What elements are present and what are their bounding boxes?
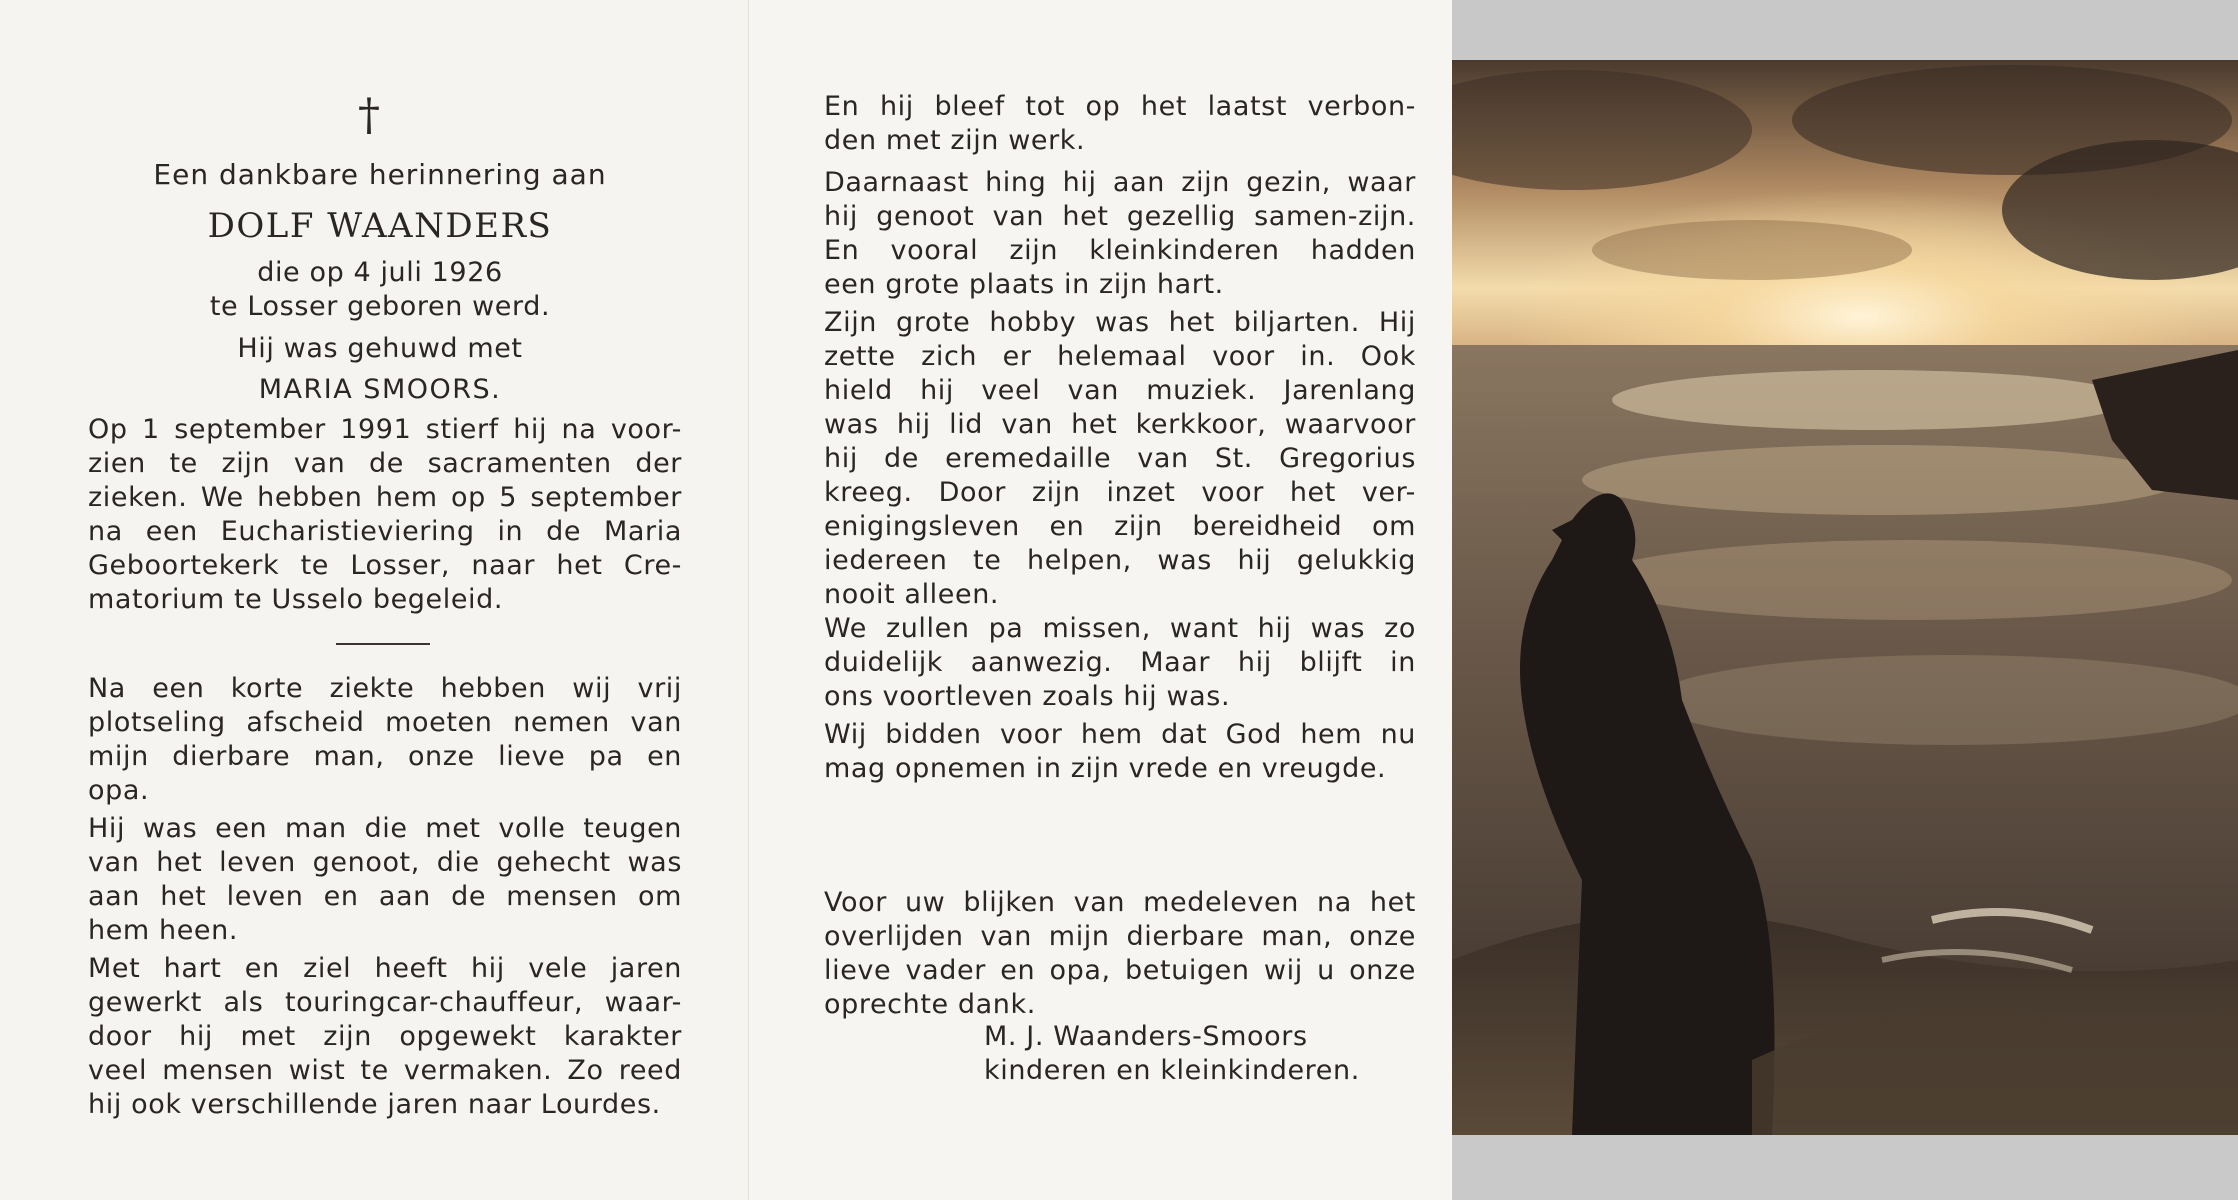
text-line: zieken. We hebben hem op 5 september: [88, 482, 682, 513]
text-line: En vooral zijn kleinkinderen hadden: [824, 235, 1416, 266]
text-line: hij ook verschillende jaren naar Lourdes.: [88, 1089, 661, 1120]
text-line: Na een korte ziekte hebben wij vrij: [88, 673, 682, 704]
text-line: Daarnaast hing hij aan zijn gezin, waar: [824, 167, 1416, 198]
text-line: opa.: [88, 775, 150, 806]
text-line: We zullen pa missen, want hij was zo: [824, 613, 1416, 644]
birth-date: die op 4 juli 1926: [257, 257, 503, 288]
text-line: lieve vader en opa, betuigen wij u onze: [824, 955, 1416, 986]
text-line: zien te zijn van de sacramenten der: [88, 448, 682, 479]
sunset-sea-photo: [1452, 60, 2238, 1135]
paragraph-family: [824, 166, 1416, 302]
text-line: hij de eremedaille van St. Gregorius: [824, 443, 1416, 474]
text-line: Zijn grote hobby was het biljarten. Hij: [824, 307, 1416, 338]
sunset-illustration: [1452, 60, 2238, 1135]
text-line: kreeg. Door zijn inzet voor het ver-: [824, 477, 1416, 508]
text-line: zette zich er helemaal voor in. Ook: [824, 341, 1416, 372]
text-line: mag opnemen in zijn vrede en vreugde.: [824, 753, 1387, 784]
paragraph-prayer: [824, 718, 1416, 786]
text-line: duidelijk aanwezig. Maar hij blijft in: [824, 647, 1416, 678]
text-line: hem heen.: [88, 915, 239, 946]
photo-frame-bottom: [1452, 1134, 2238, 1200]
text-line: mijn dierbare man, onze lieve pa en: [88, 741, 682, 772]
text-line: oprechte dank.: [824, 989, 1036, 1020]
paragraph-missing: [824, 612, 1416, 714]
text-line: overlijden van mijn dierbare man, onze: [824, 921, 1416, 952]
married-text: Hij was gehuwd met: [237, 333, 523, 364]
death-paragraph: [88, 413, 682, 617]
text-line: gewerkt als touringcar-chauffeur, waar-: [88, 987, 682, 1018]
paragraph-illness: [88, 672, 682, 808]
paragraph-thanks: [824, 886, 1416, 1022]
text-line: hield hij veel van muziek. Jarenlang: [824, 375, 1416, 406]
text-line: nooit alleen.: [824, 579, 1000, 610]
paragraph-hobby: [824, 306, 1416, 612]
text-line: een grote plaats in zijn hart.: [824, 269, 1224, 300]
paragraph-work-bond: [824, 90, 1416, 158]
photo-frame-top: [1452, 0, 2238, 62]
text-line: Hij was een man die met volle teugen: [88, 813, 682, 844]
text-line: van het leven genoot, die gehecht was: [88, 847, 682, 878]
signature-family: kinderen en kleinkinderen.: [984, 1055, 1360, 1086]
text-line: Geboortekerk te Losser, naar het Cre-: [88, 550, 682, 581]
text-line: hij genoot van het gezellig samen-zijn.: [824, 201, 1416, 232]
text-line: aan het leven en aan de mensen om: [88, 881, 682, 912]
divider: [336, 643, 430, 645]
intro-text: Een dankbare herinnering aan: [153, 158, 607, 191]
text-line: na een Eucharistieviering in de Maria: [88, 516, 682, 547]
text-line: door hij met zijn opgewekt karakter: [88, 1021, 682, 1052]
text-line: plotseling afscheid moeten nemen van: [88, 707, 682, 738]
text-line: was hij lid van het kerkkoor, waarvoor: [824, 409, 1416, 440]
text-line: Op 1 september 1991 stierf hij na voor-: [88, 414, 682, 445]
text-line: Voor uw blijken van medeleven na het: [824, 887, 1416, 918]
text-line: matorium te Usselo begeleid.: [88, 584, 504, 615]
text-line: iedereen te helpen, was hij gelukkig: [824, 545, 1416, 576]
text-line: ons voortleven zoals hij was.: [824, 681, 1231, 712]
birth-place: te Losser geboren werd.: [209, 291, 551, 322]
signature-name: M. J. Waanders-Smoors: [984, 1021, 1308, 1052]
text-line: Met hart en ziel heeft hij vele jaren: [88, 953, 682, 984]
text-line: den met zijn werk.: [824, 125, 1086, 156]
text-line: En hij bleef tot op het laatst verbon-: [824, 91, 1416, 122]
cross-icon: †: [358, 90, 380, 141]
paragraph-work: [88, 952, 682, 1122]
text-line: Wij bidden voor hem dat God hem nu: [824, 719, 1416, 750]
paragraph-life: [88, 812, 682, 948]
spouse-name: MARIA SMOORS.: [258, 374, 502, 405]
text-line: enigingsleven en zijn bereidheid om: [824, 511, 1416, 542]
text-line: veel mensen wist te vermaken. Zo reed: [88, 1055, 682, 1086]
deceased-name: DOLF WAANDERS: [207, 206, 553, 246]
